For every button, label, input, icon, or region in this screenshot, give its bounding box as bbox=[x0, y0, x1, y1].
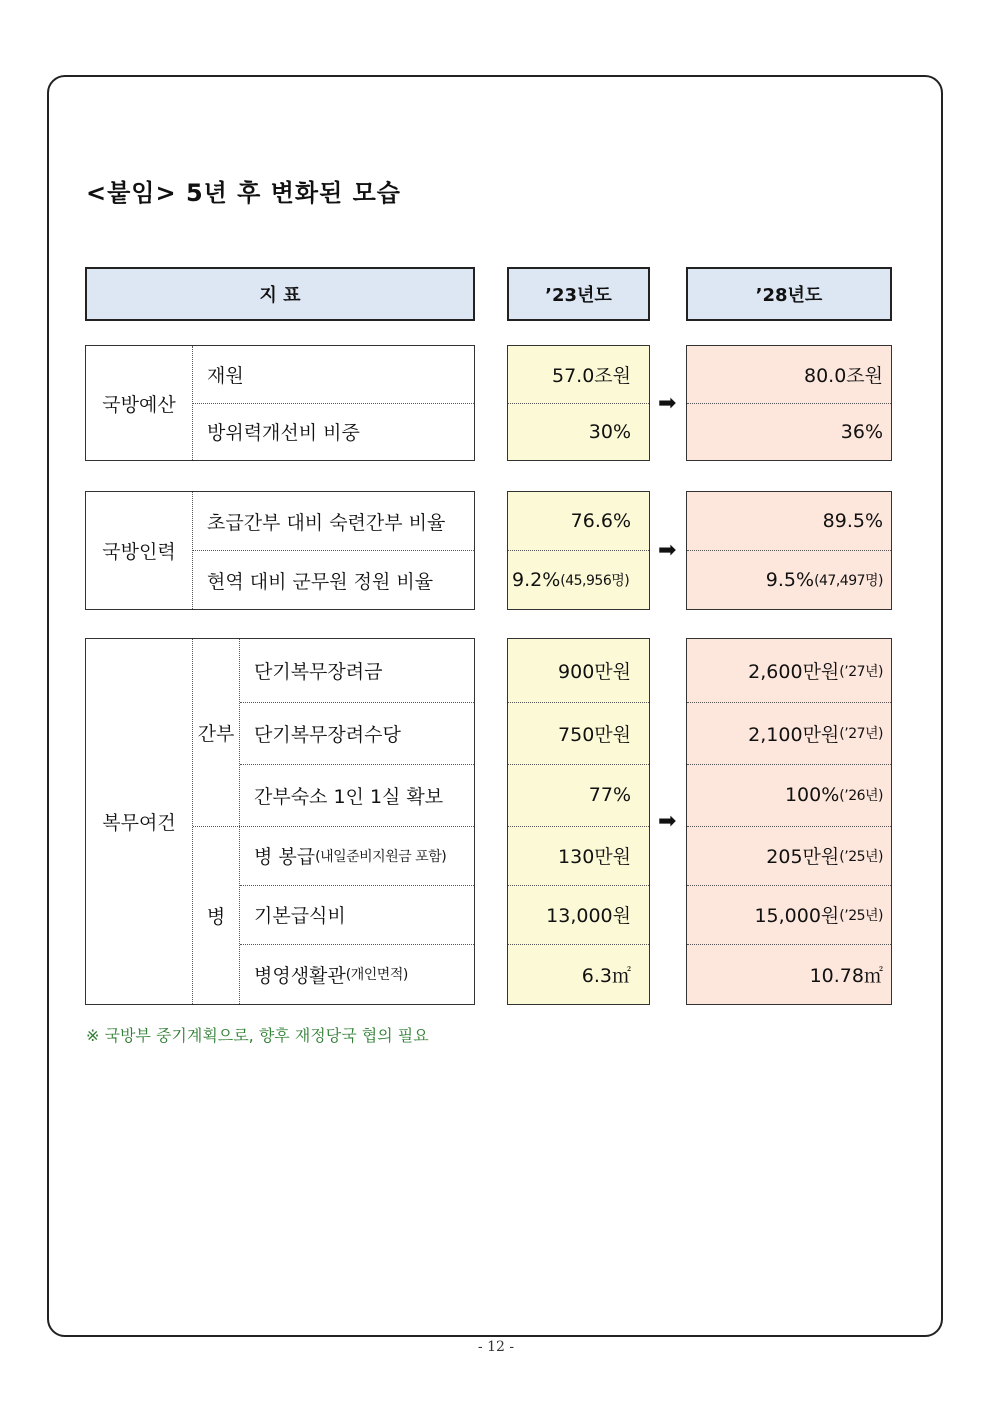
value-2028: 89.5% bbox=[822, 510, 883, 532]
value-2023: 750만원 bbox=[558, 723, 631, 746]
value-2028 bbox=[687, 885, 883, 944]
arrow-right-icon: ➡ bbox=[658, 391, 677, 416]
value-2028 bbox=[687, 702, 883, 764]
value-main: 9.5% bbox=[765, 569, 815, 591]
row-label: 단기복무장려금 bbox=[254, 661, 383, 683]
value-sub: (’26년) bbox=[839, 788, 883, 804]
value-main: 2,100만원 bbox=[748, 723, 840, 746]
row-label: 단기복무장려수당 bbox=[254, 723, 401, 746]
value-sub: (’27년) bbox=[839, 726, 883, 742]
header-2023: ’23년도 bbox=[507, 267, 650, 321]
value-2023: 76.6% bbox=[570, 510, 631, 532]
subgroup-soldier: 병 bbox=[206, 906, 226, 928]
value-2028 bbox=[687, 826, 883, 885]
footnote: ※ 국방부 중기계획으로, 향후 재정당국 협의 필요 bbox=[86, 1026, 429, 1045]
group-name-service: 복무여건 bbox=[102, 812, 176, 834]
value-2028 bbox=[687, 764, 883, 826]
value-2028 bbox=[687, 639, 883, 702]
value-2023: 30% bbox=[588, 420, 631, 443]
value-2028: 10.78㎡ bbox=[809, 964, 883, 987]
value-2028: 80.0조원 bbox=[803, 365, 883, 387]
subgroup-officer: 간부 bbox=[197, 723, 235, 745]
group-name-budget: 국방예산 bbox=[102, 393, 176, 416]
arrow-right-icon: ➡ bbox=[658, 538, 677, 563]
label-main: 병 봉급 bbox=[254, 846, 316, 868]
value-sub: (’25년) bbox=[839, 848, 883, 865]
value-2023: 130만원 bbox=[558, 846, 631, 868]
divider bbox=[239, 639, 240, 1004]
value-sub: (’25년) bbox=[839, 907, 883, 924]
value-main: 15,000원 bbox=[754, 905, 840, 927]
header-2028: ’28년도 bbox=[686, 267, 892, 321]
value-2023: 6.3㎡ bbox=[581, 964, 631, 987]
value-main: 2,600만원 bbox=[748, 661, 840, 683]
value-2028 bbox=[687, 551, 883, 609]
row-label: 현역 대비 군무원 정원 비율 bbox=[207, 570, 434, 593]
label-sub: (개인면적) bbox=[345, 967, 408, 983]
label-main: 병영생활관 bbox=[254, 964, 346, 987]
row-label: 간부숙소 1인 1실 확보 bbox=[254, 785, 444, 808]
page-title: <붙임> 5년 후 변화된 모습 bbox=[86, 179, 401, 207]
group-name-manpower: 국방인력 bbox=[102, 541, 176, 563]
value-sub: (45,956명) bbox=[560, 573, 630, 589]
value-main: 100% bbox=[784, 784, 840, 806]
page-number: - 12 - bbox=[477, 1339, 515, 1355]
header-indicator: 지 표 bbox=[85, 267, 475, 321]
value-2023: 13,000원 bbox=[546, 905, 631, 927]
value-2023 bbox=[512, 551, 629, 609]
row-label: 재원 bbox=[207, 365, 244, 387]
row-label bbox=[254, 826, 446, 885]
value-main: 205만원 bbox=[766, 846, 840, 868]
label-sub: (내일준비지원금 포함) bbox=[315, 848, 447, 865]
row-label: 방위력개선비 비중 bbox=[207, 422, 360, 444]
value-2023: 900만원 bbox=[558, 661, 631, 683]
value-sub: (’27년) bbox=[839, 663, 883, 680]
value-2023: 77% bbox=[588, 784, 631, 806]
row-label: 기본급식비 bbox=[254, 905, 346, 927]
value-2028: 36% bbox=[840, 420, 883, 443]
row-label bbox=[254, 944, 408, 1004]
value-sub: (47,497명) bbox=[814, 573, 883, 589]
value-main: 9.2% bbox=[512, 569, 561, 591]
value-2023: 57.0조원 bbox=[551, 365, 631, 387]
arrow-right-icon: ➡ bbox=[658, 809, 677, 834]
row-label: 초급간부 대비 숙련간부 비율 bbox=[207, 511, 446, 534]
